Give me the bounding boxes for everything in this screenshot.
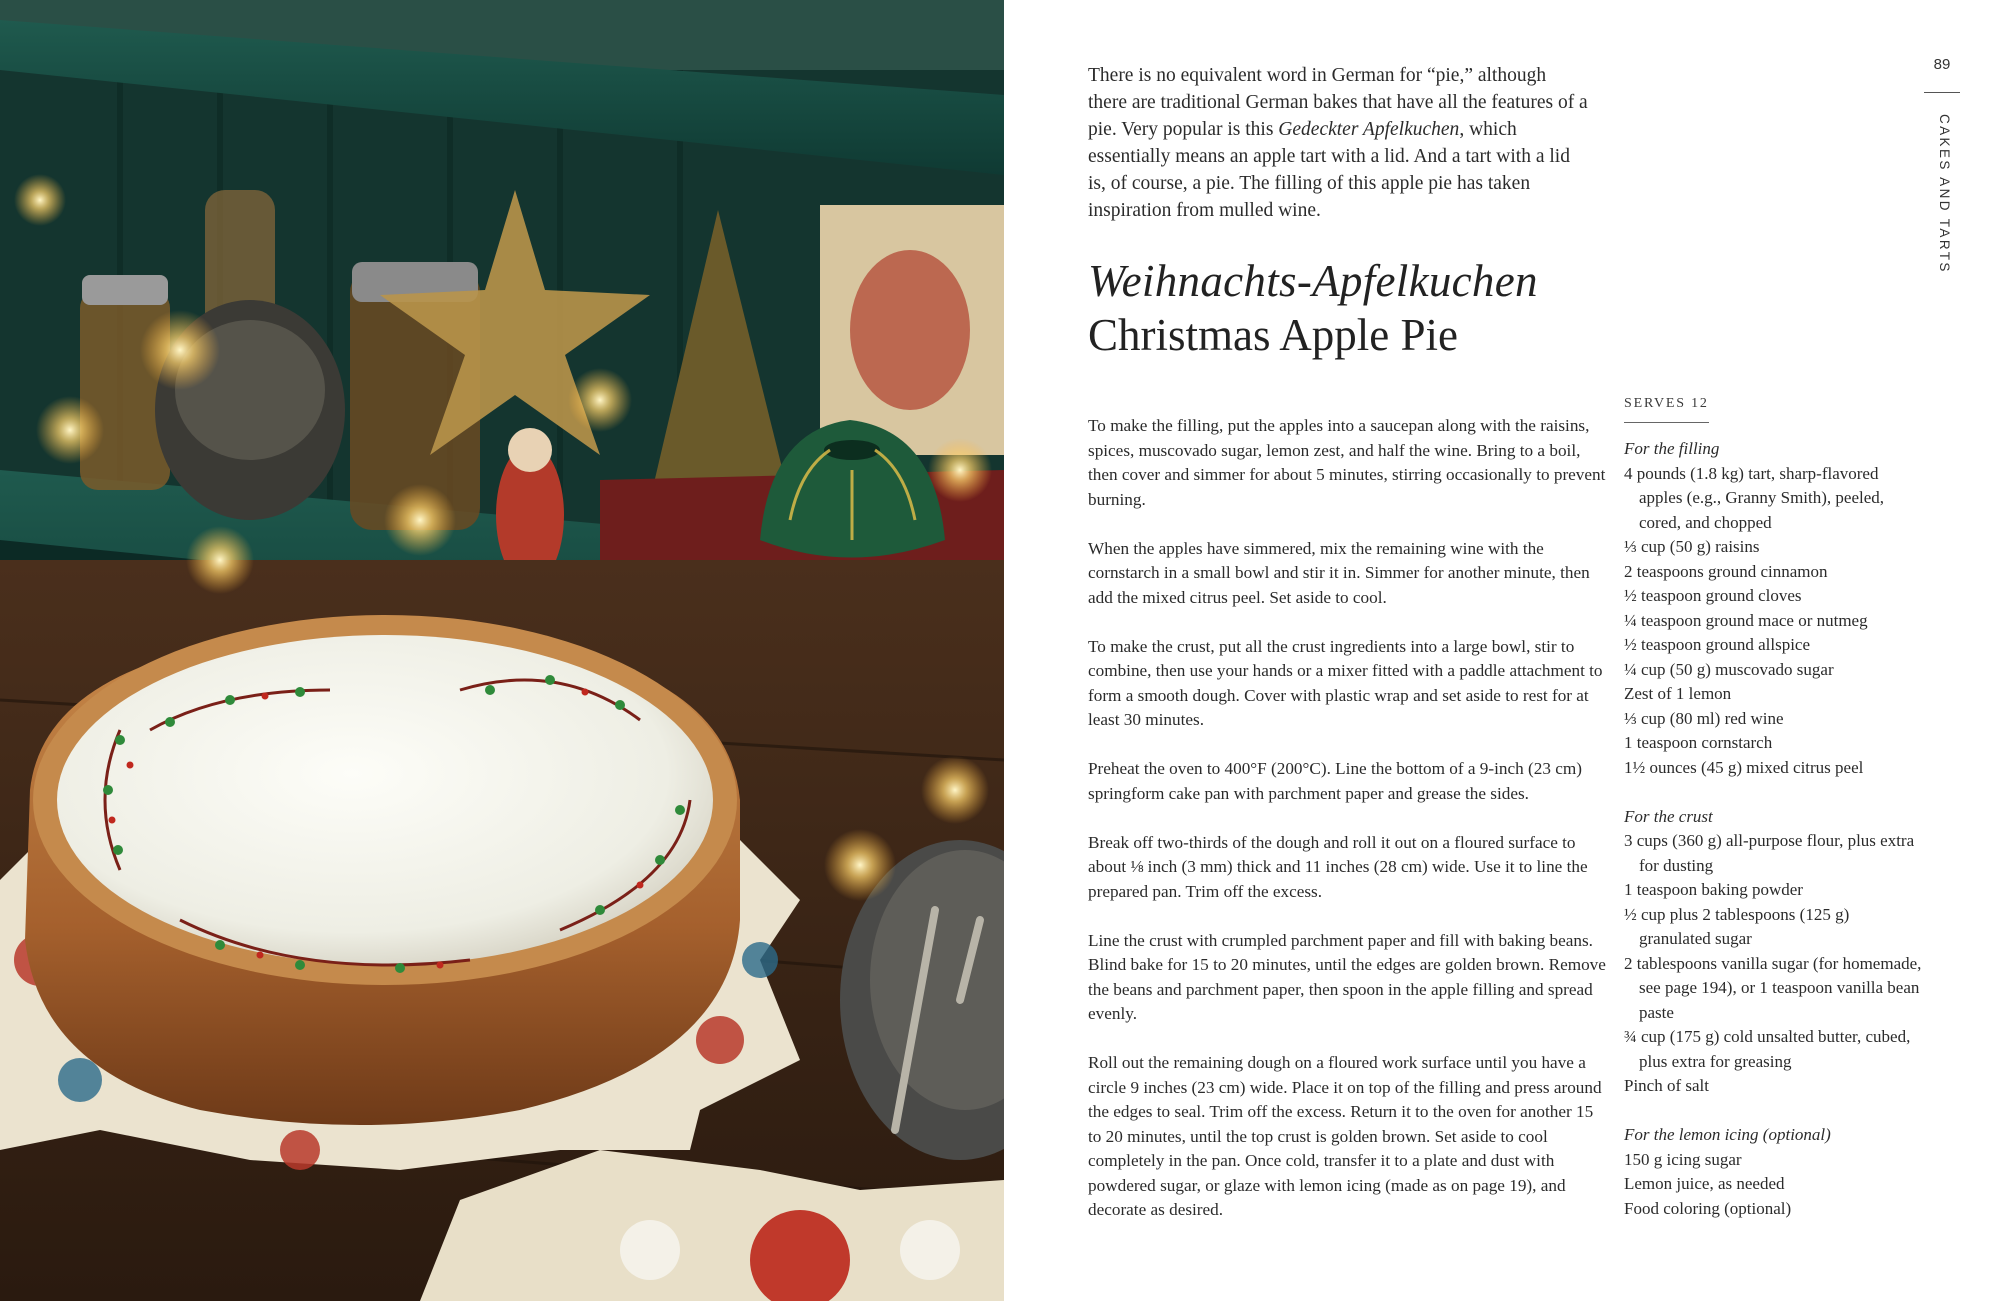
- ingredient-item: ½ teaspoon ground cloves: [1624, 586, 1802, 605]
- ingredient-item: ⅓ cup (50 g) raisins: [1624, 537, 1760, 556]
- recipe-title-german: Weihnachts-Apfelkuchen: [1088, 256, 1538, 306]
- ingredient-item: ⅓ cup (80 ml) red wine: [1624, 708, 1784, 728]
- ingredient-item: Lemon juice, as needed: [1624, 1174, 1785, 1193]
- ingredient-item: 1½ ounces (45 g) mixed citrus peel: [1624, 757, 1864, 777]
- crust-list: [1624, 829, 1924, 1099]
- ingredient-item: 150 g icing sugar: [1624, 1149, 1742, 1169]
- section-label: CAKES AND TARTS: [1937, 114, 1952, 274]
- ingredients-column: [1624, 394, 1924, 1221]
- ingredient-item: 1 teaspoon cornstarch: [1624, 733, 1773, 752]
- icing-heading: For the lemon icing (optional): [1624, 1125, 1831, 1144]
- recipe-title-english: Christmas Apple Pie: [1088, 310, 1458, 360]
- icing-list: [1624, 1148, 1924, 1222]
- ingredient-item: Food coloring (optional): [1624, 1198, 1792, 1218]
- page-number-rule: [1924, 92, 1960, 93]
- method-step: When the apples have simmered, mix the remaining wine with the cornstarch in a small bowl and stir it in. Simmer for another minute, then add the mixed citrus peel. Set aside to cool.: [1088, 538, 1590, 607]
- recipe-page: [1004, 0, 2000, 1301]
- ingredient-item: Zest of 1 lemon: [1624, 684, 1732, 703]
- ingredient-item: 3 cups (360 g) all-purpose flour, plus extra for dusting: [1624, 831, 1915, 875]
- serves-label: SERVES 12: [1624, 396, 1709, 423]
- intro-paragraph: [1088, 62, 1588, 224]
- page-number: 89: [1933, 56, 1951, 73]
- intro-text-part2: , which essentially means an apple tart with a lid. And a tart with a lid is, of course, a pie. The filling of this apple pie has taken inspiration from mulled wine.: [1088, 119, 1570, 221]
- ingredient-item: ¼ teaspoon ground mace or nutmeg: [1624, 610, 1868, 630]
- method-step: Preheat the oven to 400°F (200°C). Line the bottom of a 9-inch (23 cm) springform cake pan with parchment paper and grease the sides.: [1088, 759, 1582, 803]
- method-step: Break off two-thirds of the dough and roll it out on a floured surface to about ⅛ inch (3 mm) thick and 11 inches (28 cm) wide. Use it to line the prepared pan. Trim off the excess.: [1088, 832, 1588, 901]
- ingredient-item: ½ teaspoon ground allspice: [1624, 635, 1811, 654]
- method-step: Roll out the remaining dough on a floured work surface until you have a circle 9 inches (23 cm) wide. Place it on top of the filling and press around the edges to seal. Trim off the excess. Return it to the oven for another 15 to 20 minutes, until the top crust is golden brown. Set aside to cool completely in the pan. Once cold, transfer it to a plate and dust with powdered sugar, or glaze with lemon icing (made as on page 19), and decorate as desired.: [1088, 1053, 1602, 1219]
- ingredient-item: 2 teaspoons ground cinnamon: [1624, 561, 1828, 581]
- method-step: To make the crust, put all the crust ingredients into a large bowl, stir to combine, then use your hands or a mixer fitted with a paddle attachment to form a smooth dough. Cover with plastic wrap and set aside to rest for at least 30 minutes.: [1088, 636, 1603, 729]
- crust-heading: For the crust: [1624, 806, 1713, 826]
- ingredient-item: ¼ cup (50 g) muscovado sugar: [1624, 659, 1834, 679]
- filling-list: [1624, 462, 1924, 781]
- method-steps: [1088, 414, 1608, 1247]
- intro-emphasis: Gedeckter Apfelkuchen: [1278, 119, 1460, 140]
- ingredient-item: 4 pounds (1.8 kg) tart, sharp-flavored apples (e.g., Granny Smith), peeled, cored, and chopped: [1624, 463, 1885, 532]
- ingredient-item: ¾ cup (175 g) cold unsalted butter, cubed, plus extra for greasing: [1624, 1027, 1911, 1071]
- method-step: Line the crust with crumpled parchment paper and fill with baking beans. Blind bake for 15 to 20 minutes, until the edges are golden brown. Remove the beans and parchment paper, then spoon in the apple filling and spread evenly.: [1088, 930, 1606, 1023]
- ingredient-item: 1 teaspoon baking powder: [1624, 880, 1803, 899]
- filling-heading: For the filling: [1624, 439, 1720, 458]
- method-step: To make the filling, put the apples into a saucepan along with the raisins, spices, muscovado sugar, lemon zest, and half the wine. Bring to a boil, then cover and simmer for about 5 minutes, stirring occasionally to prevent burning.: [1088, 416, 1606, 509]
- ingredient-item: Pinch of salt: [1624, 1076, 1709, 1095]
- intro-text-part1: There is no equivalent word in German for “pie,” although there are traditional German bakes that have all the features of a pie. Very popular is this: [1088, 65, 1588, 140]
- ingredient-item: ½ cup plus 2 tablespoons (125 g) granulated sugar: [1624, 904, 1850, 948]
- ingredient-item: 2 tablespoons vanilla sugar (for homemade, see page 194), or 1 teaspoon vanilla bean paste: [1624, 953, 1922, 1022]
